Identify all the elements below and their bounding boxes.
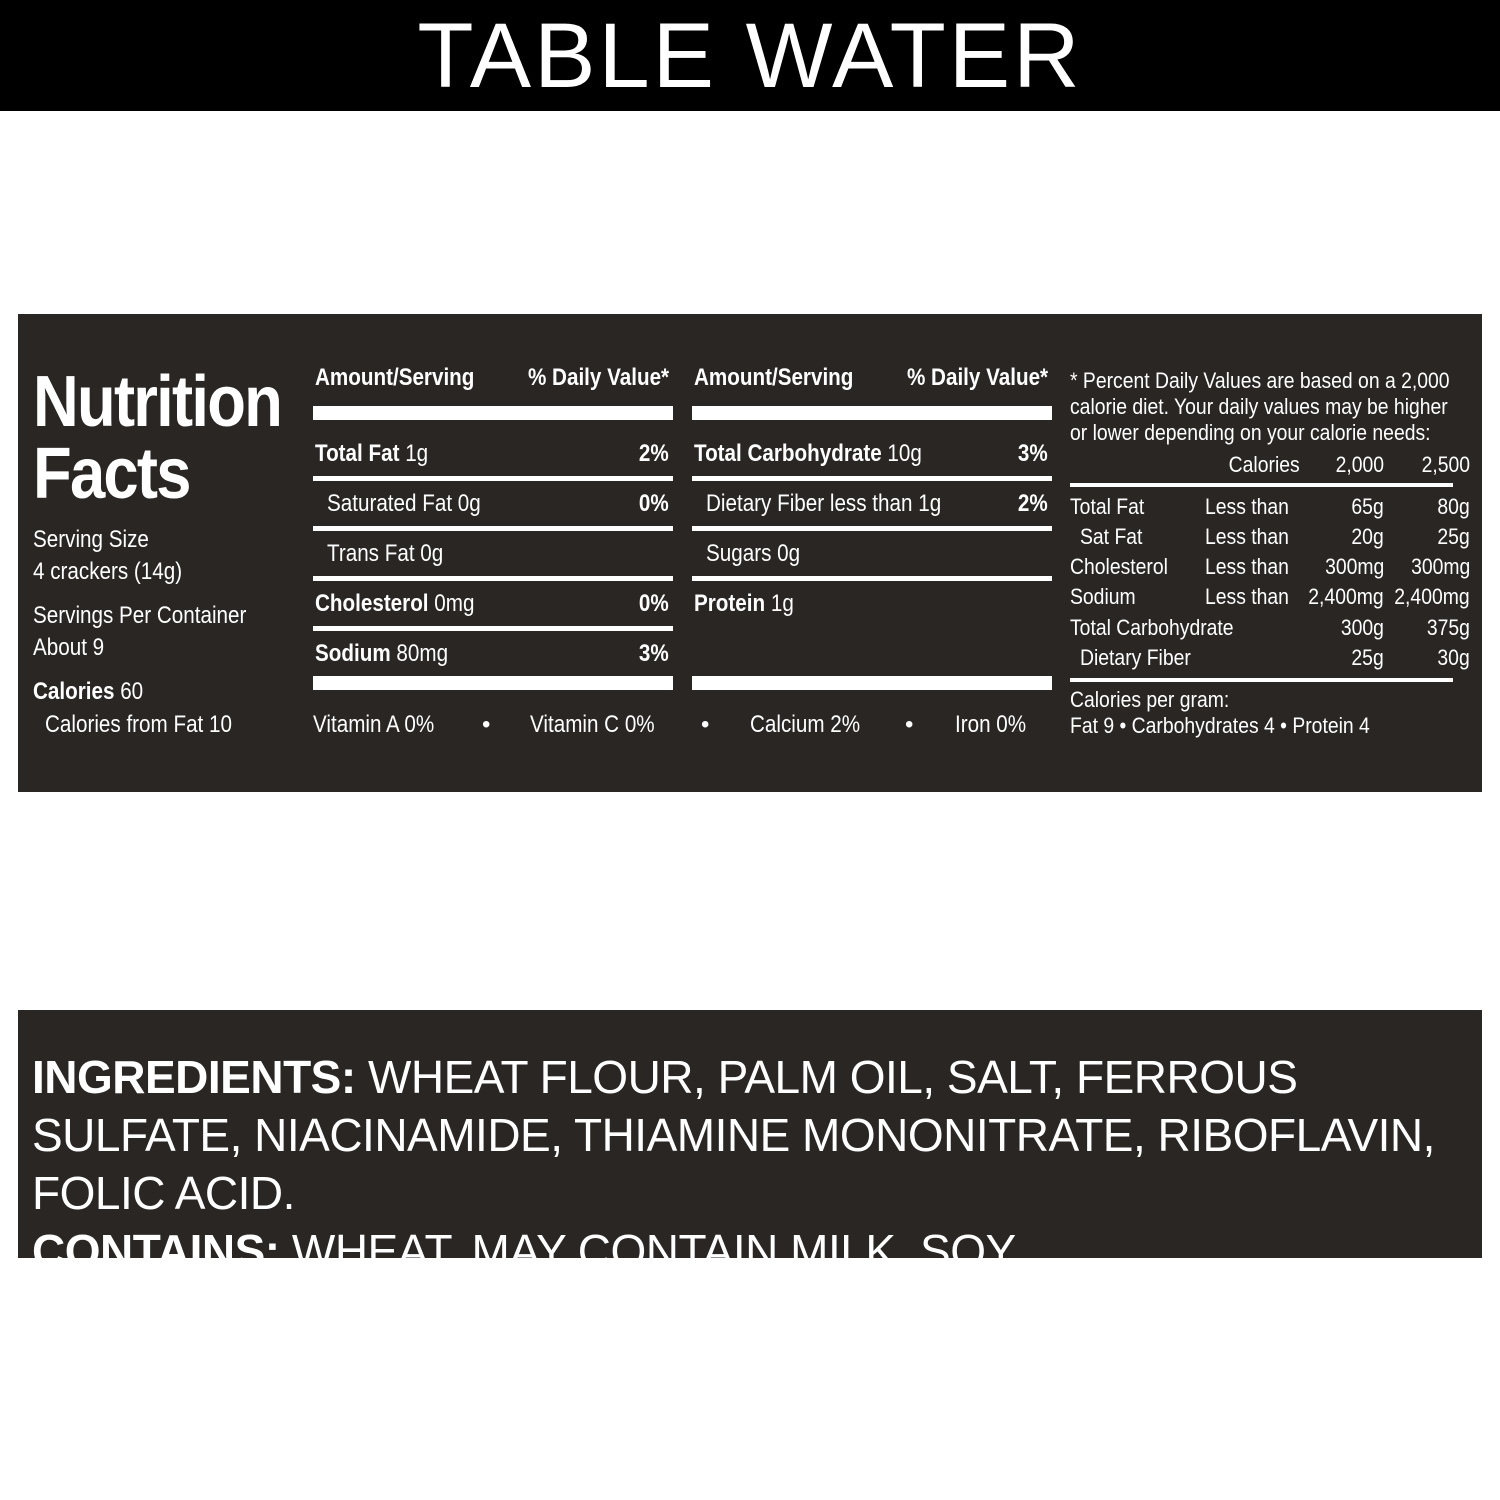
calories-line bbox=[33, 676, 143, 708]
vitamin-a: Vitamin A 0% bbox=[313, 711, 435, 738]
nutrient-amount: 0mg bbox=[434, 590, 475, 617]
row-cholesterol bbox=[313, 584, 673, 624]
nutrient-name: Cholesterol bbox=[315, 590, 429, 617]
contains-label: CONTAINS: bbox=[32, 1225, 280, 1277]
rule bbox=[313, 526, 673, 531]
dv-value-2500: 25g bbox=[1437, 524, 1470, 549]
nutrient-dv: 3% bbox=[1018, 440, 1048, 467]
amount-serving-header: Amount/Serving bbox=[694, 364, 854, 391]
row-sodium bbox=[313, 634, 673, 674]
nutrient-name: Dietary Fiber less than 1g bbox=[706, 490, 942, 517]
nutrient-dv: 2% bbox=[1018, 490, 1048, 517]
nutrient-amount: 1g bbox=[405, 440, 429, 467]
dv-limit: Less than bbox=[1205, 554, 1289, 579]
footnote-line3: or lower depending on your calorie needs: bbox=[1070, 420, 1431, 445]
column-header bbox=[313, 364, 673, 404]
contains-text: WHEAT. MAY CONTAIN MILK, SOY. bbox=[279, 1225, 1023, 1277]
dv-nutrient: Total Fat bbox=[1070, 494, 1145, 519]
footnote-line2: calorie diet. Your daily values may be higher bbox=[1070, 394, 1448, 419]
row-saturated-fat bbox=[313, 484, 673, 524]
nutrient-dv: 2% bbox=[639, 440, 669, 467]
rule bbox=[1070, 483, 1453, 487]
thick-rule bbox=[692, 406, 1052, 420]
separator-dot: • bbox=[482, 711, 491, 738]
page-title: TABLE WATER bbox=[417, 4, 1083, 107]
dv-value-2500: 375g bbox=[1426, 615, 1470, 640]
rule bbox=[313, 626, 673, 631]
nutrient-amount: 10g bbox=[887, 440, 922, 467]
dv-nutrient: Sat Fat bbox=[1080, 524, 1143, 549]
ingredients-text: WHEAT FLOUR, PALM OIL, SALT, FERROUS SULFATE, NIACINAMIDE, THIAMINE MONONITRATE, RIBOFLAVIN, FOLIC ACID. bbox=[32, 1051, 1435, 1219]
nutrient-name: Protein bbox=[694, 590, 766, 617]
dv-head-2500: 2,500 bbox=[1421, 452, 1470, 477]
separator-dot: • bbox=[905, 711, 914, 738]
dv-value-2500: 80g bbox=[1437, 494, 1470, 519]
dv-limit: Less than bbox=[1205, 584, 1289, 609]
nutrient-dv: 0% bbox=[639, 490, 669, 517]
dv-value-2500: 30g bbox=[1437, 645, 1470, 670]
dv-row-sodium bbox=[1070, 584, 1470, 614]
nutrient-amount: 1g bbox=[770, 590, 794, 617]
nutrition-facts-title bbox=[33, 362, 282, 514]
thick-rule bbox=[692, 676, 1052, 690]
rule bbox=[692, 576, 1052, 581]
dv-value-2000: 20g bbox=[1351, 524, 1384, 549]
daily-value-header: % Daily Value* bbox=[527, 364, 669, 391]
rule bbox=[313, 476, 673, 481]
thick-rule bbox=[313, 406, 673, 420]
separator-dot: • bbox=[701, 711, 710, 738]
nutrition-title-line1: Nutrition bbox=[33, 362, 282, 442]
nutrient-name: Total Fat bbox=[315, 440, 400, 467]
row-sugars bbox=[692, 534, 1052, 574]
amount-column-left bbox=[313, 364, 673, 694]
ingredients-panel bbox=[18, 1010, 1482, 1277]
dv-row-cholesterol bbox=[1070, 554, 1470, 584]
amount-column-right bbox=[692, 364, 1052, 694]
dv-row-dietary-fiber bbox=[1070, 645, 1470, 675]
dv-row-total-carbohydrate bbox=[1070, 615, 1470, 645]
row-total-fat bbox=[313, 434, 673, 474]
calories-value: 60 bbox=[120, 678, 144, 705]
nutrient-name: Trans Fat 0g bbox=[327, 540, 444, 567]
dv-table-header bbox=[1070, 452, 1470, 482]
footnote-line1: * Percent Daily Values are based on a 2,000 bbox=[1070, 368, 1450, 393]
calories-label: Calories bbox=[33, 678, 115, 705]
dv-nutrient: Dietary Fiber bbox=[1080, 645, 1191, 670]
calories-per-gram-values: Fat 9 • Carbohydrates 4 • Protein 4 bbox=[1070, 713, 1370, 738]
servings-per-container-label: Servings Per Container bbox=[33, 602, 247, 629]
dv-value-2000: 300g bbox=[1340, 615, 1384, 640]
thick-rule bbox=[313, 676, 673, 690]
nutrient-dv: 0% bbox=[639, 590, 669, 617]
nutrition-facts-panel bbox=[18, 314, 1482, 792]
dv-row-total-fat bbox=[1070, 494, 1470, 524]
row-protein bbox=[692, 584, 1052, 624]
dv-limit: Less than bbox=[1205, 524, 1289, 549]
dv-limit: Less than bbox=[1205, 494, 1289, 519]
dv-value-2000: 2,400mg bbox=[1308, 584, 1384, 609]
header-bar bbox=[0, 0, 1500, 111]
nutrient-name: Total Carbohydrate bbox=[694, 440, 882, 467]
dv-head-calories: Calories bbox=[1228, 452, 1300, 477]
ingredients-block bbox=[32, 1048, 1472, 1280]
row-dietary-fiber bbox=[692, 484, 1052, 524]
nutrient-name: Sodium bbox=[315, 640, 391, 667]
vitamin-c: Vitamin C 0% bbox=[530, 711, 655, 738]
nutrient-amount: 80mg bbox=[396, 640, 449, 667]
nutrient-name: Saturated Fat 0g bbox=[327, 490, 481, 517]
calories-per-gram-label: Calories per gram: bbox=[1070, 687, 1230, 712]
dv-value-2500: 300mg bbox=[1410, 554, 1470, 579]
dv-value-2000: 65g bbox=[1351, 494, 1384, 519]
daily-value-header: % Daily Value* bbox=[906, 364, 1048, 391]
column-header bbox=[692, 364, 1052, 404]
rule bbox=[1070, 678, 1453, 682]
dv-row-sat-fat bbox=[1070, 524, 1470, 554]
dv-head-2000: 2,000 bbox=[1335, 452, 1384, 477]
serving-size-value: 4 crackers (14g) bbox=[33, 558, 183, 585]
serving-size-label: Serving Size bbox=[33, 526, 149, 553]
dv-value-2500: 2,400mg bbox=[1394, 584, 1470, 609]
nutrient-dv: 3% bbox=[639, 640, 669, 667]
iron: Iron 0% bbox=[955, 711, 1027, 738]
amount-serving-header: Amount/Serving bbox=[315, 364, 475, 391]
ingredients-label: INGREDIENTS: bbox=[32, 1051, 356, 1103]
row-trans-fat bbox=[313, 534, 673, 574]
nutrition-title-line2: Facts bbox=[33, 434, 190, 514]
dv-nutrient: Total Carbohydrate bbox=[1070, 615, 1234, 640]
nutrient-name: Sugars 0g bbox=[706, 540, 801, 567]
dv-value-2000: 25g bbox=[1351, 645, 1384, 670]
rule bbox=[692, 526, 1052, 531]
row-total-carbohydrate bbox=[692, 434, 1052, 474]
rule bbox=[313, 576, 673, 581]
rule bbox=[692, 476, 1052, 481]
calories-from-fat: Calories from Fat 10 bbox=[45, 711, 232, 738]
dv-nutrient: Sodium bbox=[1070, 584, 1136, 609]
calcium: Calcium 2% bbox=[750, 711, 861, 738]
dv-value-2000: 300mg bbox=[1324, 554, 1384, 579]
dv-nutrient: Cholesterol bbox=[1070, 554, 1168, 579]
servings-per-container-value: About 9 bbox=[33, 634, 105, 661]
